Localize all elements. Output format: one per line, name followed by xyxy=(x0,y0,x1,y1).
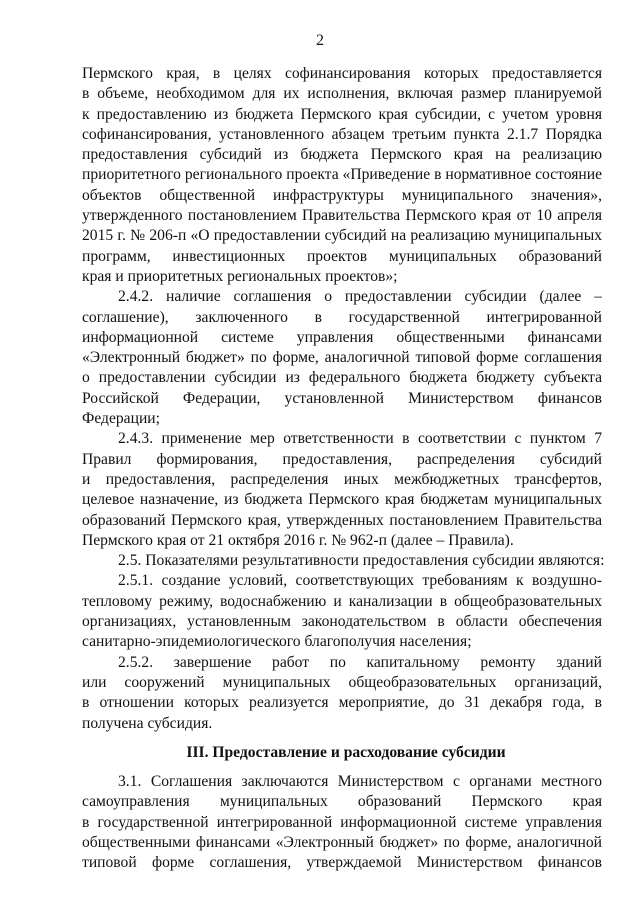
paragraph-line: объектов общественной инфраструктуры муниципального значения», xyxy=(82,186,602,204)
paragraph-line: или сооружений муниципальных общеобразовательных организаций, xyxy=(82,673,602,691)
paragraph-line: края и приоритетных региональных проектов»; xyxy=(82,267,398,285)
paragraph-line: санитарно-эпидемиологического благополучия населения; xyxy=(82,633,472,651)
paragraph-line: типовой форме соглашения, утверждаемой Министерством финансов xyxy=(82,854,602,872)
paragraph-line: программ, инвестиционных проектов муниципальных образований xyxy=(82,247,602,265)
paragraph-line: в отношении которых реализуется мероприятие, до 31 декабря года, в xyxy=(82,694,602,712)
paragraph-line: 2.5. Показателями результативности предоставления субсидии являются: xyxy=(118,552,605,570)
paragraph-line: 2.5.1. создание условий, соответствующих требованиям к воздушно- xyxy=(118,572,602,590)
paragraph-line: Федерации; xyxy=(82,410,160,428)
paragraph-line: Российской Федерации, установленной Министерством финансов xyxy=(82,389,602,407)
paragraph-line: получена субсидия. xyxy=(82,714,213,732)
paragraph-line: к предоставлению из бюджета Пермского края субсидии, с учетом уровня xyxy=(82,105,602,123)
paragraph-line: о предоставлении субсидии из федерального бюджета бюджету субъекта xyxy=(82,369,602,387)
paragraph-line: тепловому режиму, водоснабжению и канализации в общеобразовательных xyxy=(82,592,602,610)
document-body xyxy=(82,64,605,874)
paragraph-line: 2.5.2. завершение работ по капитальному ремонту зданий xyxy=(118,653,602,671)
paragraph-line: софинансирования, установленного абзацем третьим пункта 2.1.7 Порядка xyxy=(82,125,602,143)
paragraph-line: общественными финансами «Электронный бюджет» по форме, аналогичной xyxy=(82,833,602,851)
paragraph-line: Пермского края от 21 октября 2016 г. № 962-п (далее – Правила). xyxy=(82,531,514,549)
paragraph-line: образований Пермского края, утвержденных постановлением Правительства xyxy=(82,511,602,529)
paragraph-line: самоуправления муниципальных образований Пермского края xyxy=(82,793,602,811)
paragraph-line: в государственной интегрированной информационной системе управления xyxy=(82,813,602,831)
paragraph-line: информационной системе управления общественными финансами xyxy=(82,328,602,346)
paragraph-line: предоставления субсидий из бюджета Пермского края на реализацию xyxy=(82,146,602,164)
paragraph-line: целевое назначение, из бюджета Пермского края бюджетам муниципальных xyxy=(82,491,602,509)
paragraph-line: 2015 г. № 206-п «О предоставлении субсидий на реализацию муниципальных xyxy=(82,227,602,245)
paragraph-line: в объеме, необходимом для их исполнения, включая размер планируемой xyxy=(82,85,602,103)
page-number: 2 xyxy=(316,32,324,49)
section-heading: III. Предоставление и расходование субсидии xyxy=(186,743,506,761)
paragraph-line: приоритетного регионального проекта «Приведение в нормативное состояние xyxy=(82,166,602,184)
paragraph-line: 2.4.3. применение мер ответственности в соответствии с пунктом 7 xyxy=(118,430,602,448)
paragraph-line: организациях, установленным законодательством в области обеспечения xyxy=(82,613,602,631)
paragraph-line: утвержденного постановлением Правительства Пермского края от 10 апреля xyxy=(82,207,602,225)
paragraph-line: Правил формирования, предоставления, распределения субсидий xyxy=(82,450,602,468)
paragraph-line: «Электронный бюджет» по форме, аналогичной типовой форме соглашения xyxy=(82,349,602,367)
paragraph-line: 3.1. Соглашения заключаются Министерством с органами местного xyxy=(118,773,602,791)
paragraph-line: и предоставления, распределения иных межбюджетных трансфертов, xyxy=(82,470,602,488)
paragraph-line: 2.4.2. наличие соглашения о предоставлении субсидии (далее – xyxy=(118,288,602,306)
paragraph-line: Пермского края, в целях софинансирования которых предоставляется xyxy=(82,65,602,82)
paragraph-line: соглашение), заключенного в государственной интегрированной xyxy=(82,308,602,326)
